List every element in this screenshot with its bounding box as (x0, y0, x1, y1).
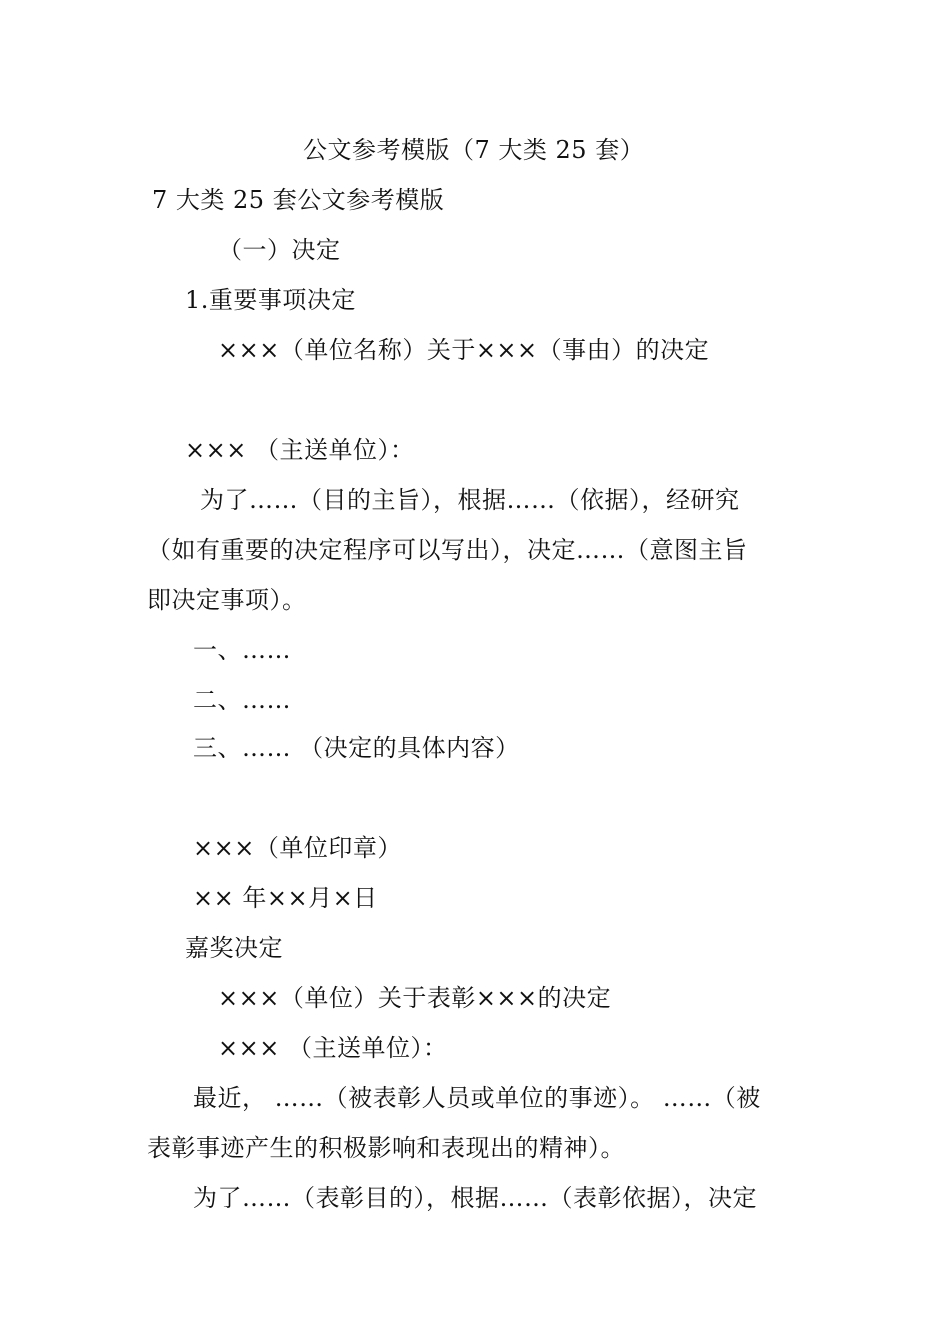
document-title: 公文参考模版（7 大类 25 套） (303, 136, 645, 164)
document-subtitle: 7 大类 25 套公文参考模版 (152, 186, 445, 214)
decision2-recipient: ××× （主送单位）： (218, 1034, 448, 1062)
decision1-body-line2: （如有重要的决定程序可以写出），决定……（意图主旨 (147, 536, 748, 564)
decision1-point1: 一、…… (193, 636, 291, 664)
decision1-seal: ×××（单位印章） (193, 834, 402, 862)
decision1-body-line1: 为了……（目的主旨），根据……（依据），经研究 (200, 486, 740, 514)
decision1-body-line3: 即决定事项）。 (147, 586, 307, 614)
item1-heading: 1.重要事项决定 (185, 286, 356, 314)
decision1-recipient: ××× （主送单位）： (185, 436, 415, 464)
decision2-body-line1: 最近， ……（被表彰人员或单位的事迹）。 ……（被 (193, 1084, 761, 1112)
decision1-heading: ×××（单位名称）关于×××（事由）的决定 (218, 336, 710, 364)
decision2-body-line2: 表彰事迹产生的积极影响和表现出的精神）。 (147, 1134, 625, 1162)
section-heading: （一）决定 (218, 236, 341, 264)
decision2-body-line3: 为了……（表彰目的），根据……（表彰依据），决定 (193, 1184, 757, 1212)
decision1-point3: 三、…… （决定的具体内容） (193, 734, 520, 762)
decision2-heading: ×××（单位）关于表彰×××的决定 (218, 984, 612, 1012)
decision1-date: ×× 年××月×日 (193, 884, 378, 912)
item2-heading: 嘉奖决定 (185, 934, 283, 962)
decision1-point2: 二、…… (193, 686, 291, 714)
